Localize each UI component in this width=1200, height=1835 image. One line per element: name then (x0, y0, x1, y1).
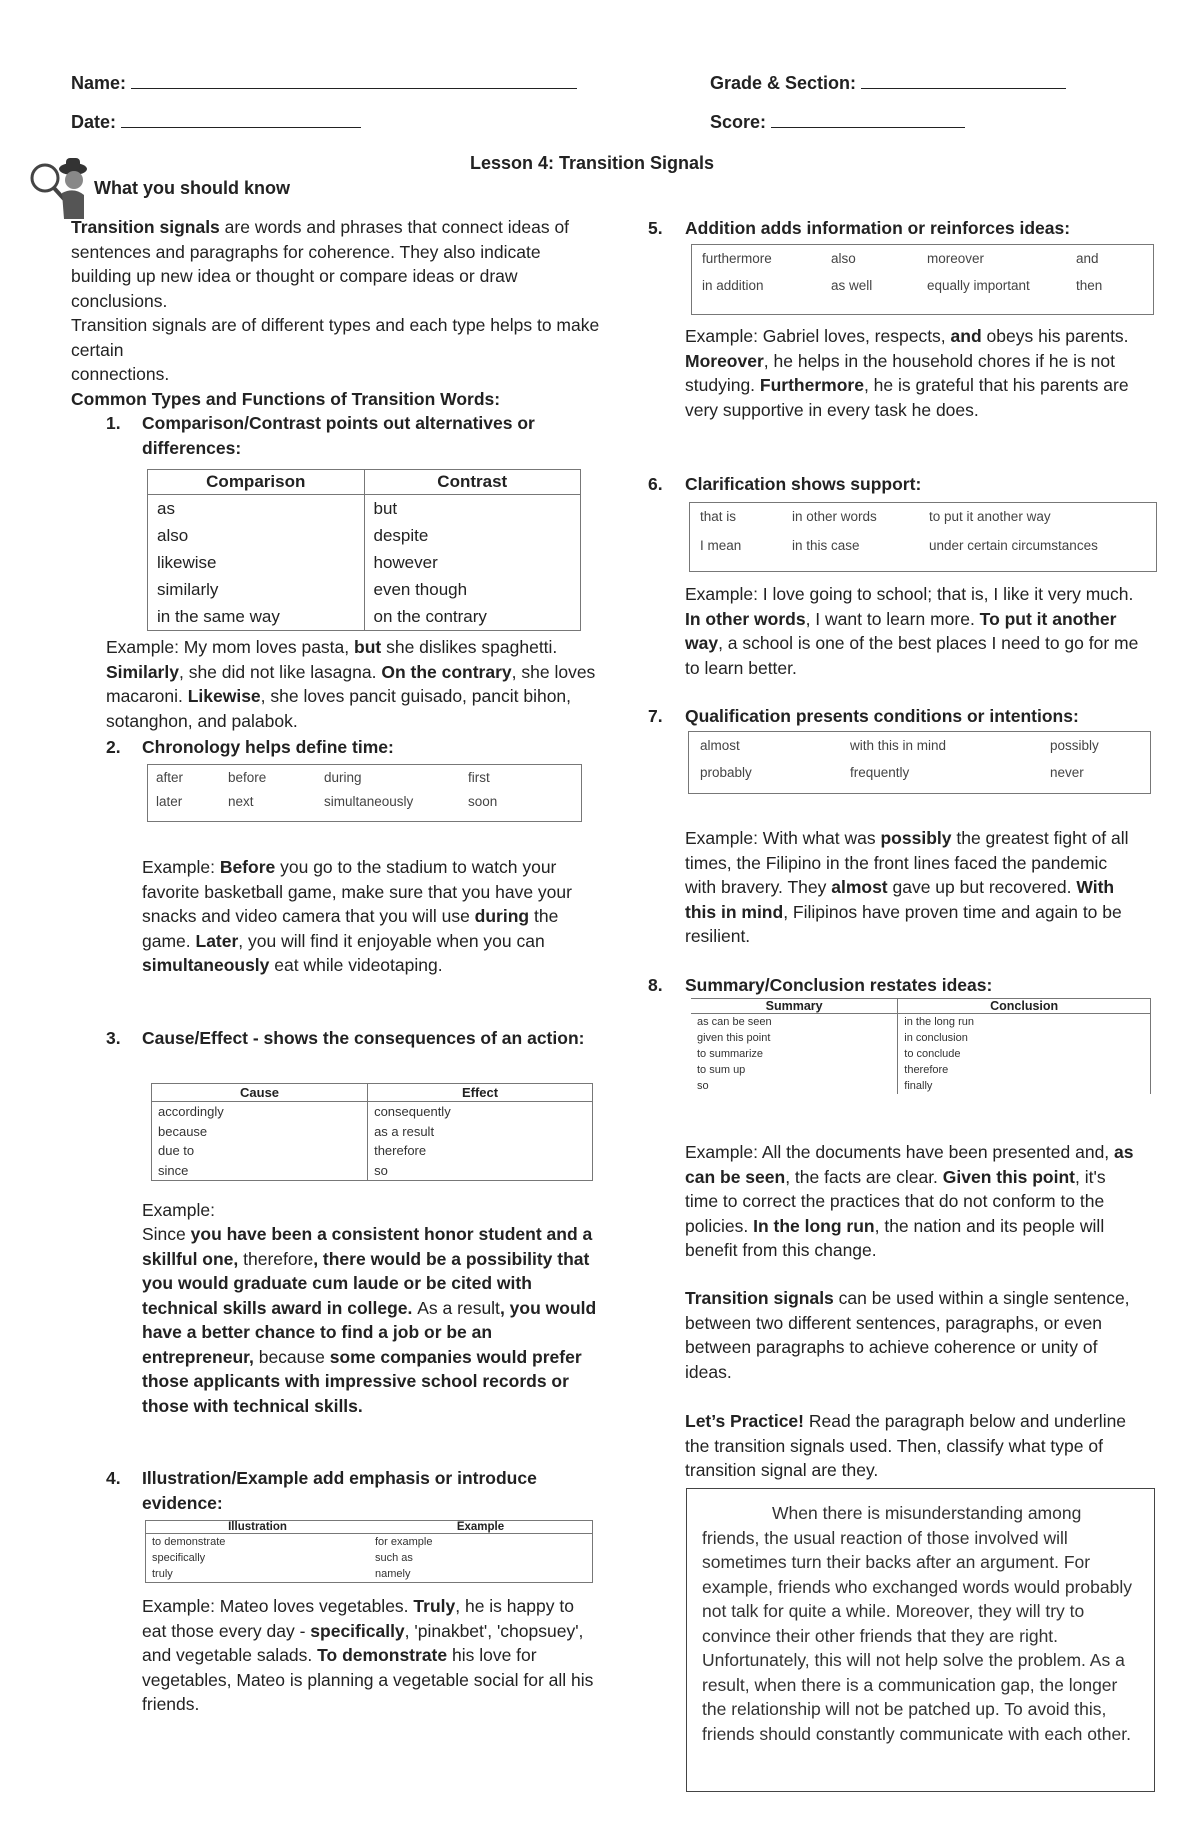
example-text: , he is happy to eat those every day - (142, 1596, 574, 1641)
example-text: , he is grateful that his parents are very supportive in every task he does. (685, 375, 1129, 420)
example-keyword: To demonstrate (317, 1645, 448, 1665)
table-cell: as can be seen (697, 1016, 772, 1028)
table-cell: namely (375, 1568, 411, 1580)
table-cell: because (158, 1123, 208, 1139)
s4-heading: Illustration/Example add emphasis or introduce evidence: (142, 1468, 537, 1513)
example-text: , the nation and its people will benefit from this change. (685, 1215, 1105, 1260)
table-cell: to conclude (898, 1046, 1151, 1062)
table-cell: therefore (368, 1141, 593, 1161)
example-text: Example: Mateo loves vegetables. (142, 1596, 414, 1616)
table-cell: in the same way (157, 607, 280, 626)
score-field (710, 111, 965, 133)
intro-rest: are words and phrases that connect ideas of sentences and paragraphs for coherence. They also indicate building up new idea or thought or compare ideas or draw conclusions. (71, 217, 570, 311)
date-line[interactable] (121, 111, 361, 128)
s4-col-illustration: Illustration (146, 1521, 370, 1534)
table-row (691, 1030, 1151, 1046)
example-keyword: Given this point (942, 1166, 1076, 1187)
s5-number: 5. (648, 218, 663, 238)
table-cell: despite (364, 522, 581, 549)
example-text: , Filipinos have proven time and again to be resilient. (685, 901, 1122, 946)
closing-rest: can be used within a single sentence, between two different sentences, paragraphs, or even between paragraphs to achieve coherence or unity of ideas. (685, 1288, 1130, 1382)
intro-para2b: connections. (71, 364, 170, 384)
s3-col-cause: Cause (152, 1084, 368, 1102)
example-text: the greatest fight of all times, the Filipino in the front lines faced the pandemic with bravery. They (685, 828, 1129, 897)
s4-col-example: Example (369, 1521, 593, 1534)
s8-heading: Summary/Conclusion restates ideas: (685, 975, 993, 995)
s5-word-grid (702, 251, 1136, 293)
example-text: Since (142, 1224, 186, 1244)
intro-paragraph (71, 215, 601, 411)
transition-word: before (228, 770, 267, 785)
example-keyword: possibly (880, 828, 952, 848)
example-text: , it's time to correct the practices that do not conform to the policies. (685, 1166, 1106, 1236)
table-cell: to summarize (697, 1048, 764, 1060)
practice-rest: Read the paragraph below and underline the transition signals used. Then, classify what type of transition signal are they. (685, 1411, 1127, 1480)
transition-word: later (156, 794, 183, 809)
example-text: , a school is one of the best places I need to go for me to learn better. (685, 633, 1139, 678)
table-cell: so (697, 1080, 709, 1092)
example-text: As a result (417, 1297, 500, 1318)
transition-word: soon (468, 794, 498, 809)
example-text: therefore (243, 1248, 314, 1269)
s3-example (142, 1222, 597, 1418)
closing-paragraph (685, 1286, 1135, 1384)
s8-example (685, 1140, 1135, 1263)
example-text: Example: I love going to school; that is, I like it very much. (685, 584, 1134, 604)
transition-word: possibly (1050, 738, 1099, 753)
table-cell: accordingly (158, 1104, 224, 1119)
example-text: , she did not like lasagna. (178, 661, 382, 682)
s4-example (142, 1594, 597, 1717)
example-text: she dislikes spaghetti. (381, 637, 558, 657)
s7-heading: Qualification presents conditions or intentions: (685, 706, 1079, 726)
table-cell: so (368, 1161, 593, 1181)
s2-number: 2. (106, 737, 121, 757)
practice-passage[interactable]: When there is misunderstanding among friends, the usual reaction of those involved will sometimes turn their backs after an argument. For example, friends who exchanged words would probably not talk for quite a while. Moreover, they will try to convince their other friends that they are right. Unfortunately, this will not help solve the problem. As a result, when there is a communication gap, the longer the relationship will not be patched up. To avoid this, friends should constantly communicate with each other. (702, 1503, 1132, 1744)
example-text: the game. (142, 906, 559, 951)
intro-para2: Transition signals are of different types and each type helps to make certain (71, 315, 600, 360)
s5-heading: Addition adds information or reinforces ideas: (685, 218, 1071, 238)
s3-number: 3. (106, 1028, 121, 1048)
s2-word-grid (156, 770, 568, 809)
table-row (152, 1141, 593, 1161)
table-cell: in conclusion (898, 1030, 1151, 1046)
table-cell: truly (152, 1568, 173, 1580)
transition-word: next (228, 794, 254, 809)
example-keyword: simultaneously (142, 955, 270, 975)
example-keyword: some companies would prefer those applicants with impressive school records or those with technical skills. (142, 1346, 582, 1416)
example-keyword: Later (195, 930, 239, 951)
example-text: , you will find it enjoyable when you can (238, 930, 545, 951)
transition-word: during (324, 770, 362, 785)
intro-lead: Transition signals (71, 217, 220, 237)
transition-word: never (1050, 765, 1084, 780)
table-cell: as a result (368, 1122, 593, 1142)
example-text: you go to the stadium to watch your favorite basketball game, make sure that you have your snacks and video camera that you will use (142, 857, 572, 926)
table-cell: but (364, 495, 581, 523)
table-cell: also (157, 526, 189, 545)
score-line[interactable] (771, 111, 965, 128)
example-keyword: you have been a consistent honor student and a skillful one, (142, 1224, 593, 1269)
name-label: Name: (71, 73, 127, 93)
s8-col-conclusion: Conclusion (898, 999, 1151, 1014)
example-keyword: Likewise (187, 686, 261, 706)
closing-lead: Transition signals (685, 1288, 834, 1308)
table-row (152, 1161, 593, 1181)
example-text: Example: Gabriel loves, respects, (685, 326, 951, 346)
transition-word: under certain circumstances (929, 538, 1098, 553)
grade-line[interactable] (861, 72, 1066, 89)
table-cell: to sum up (697, 1064, 746, 1076)
example-text: Example: My mom loves pasta, (106, 637, 354, 657)
transition-word: furthermore (702, 251, 772, 266)
example-keyword: and (950, 326, 982, 346)
s1-col-comparison: Comparison (148, 470, 365, 495)
transition-word: as well (831, 278, 873, 293)
transition-word: with this in mind (850, 738, 947, 753)
example-text: Example: All the documents have been presented and, (685, 1142, 1115, 1162)
example-keyword: as can be seen (685, 1142, 1134, 1187)
transition-word: to put it another way (929, 509, 1051, 524)
example-keyword: during (474, 906, 530, 926)
table-cell: to demonstrate (152, 1536, 226, 1548)
s7-word-grid (700, 738, 1150, 780)
example-text: , I want to learn more. (805, 608, 980, 629)
table-row (152, 1122, 593, 1142)
s4-number: 4. (106, 1468, 121, 1488)
table-cell: due to (158, 1143, 195, 1158)
example-keyword: , you would have a better chance to find a job or be an entrepreneur, (142, 1297, 597, 1367)
example-text: , he helps in the household chores if he is not studying. (685, 350, 1115, 395)
transition-word: also (831, 251, 856, 266)
s8-col-summary: Summary (691, 999, 898, 1014)
transition-word: in this case (792, 538, 860, 553)
table-cell: even though (364, 576, 581, 603)
s3-heading: Cause/Effect - shows the consequences of an action: (142, 1028, 585, 1048)
example-keyword: On the contrary (381, 661, 512, 682)
name-field (71, 72, 577, 94)
s1-heading: Comparison/Contrast points out alternatives or differences: (142, 413, 535, 458)
grade-label: Grade & Section: (710, 73, 857, 93)
date-field (71, 111, 361, 133)
s8-table (691, 998, 1151, 1094)
s1-example (106, 635, 596, 733)
example-keyword: Furthermore (759, 375, 864, 395)
practice-passage-box (686, 1488, 1155, 1792)
table-row (148, 576, 581, 603)
example-text: , she loves macaroni. (106, 661, 596, 706)
s8-number: 8. (648, 975, 663, 995)
s3-table (151, 1083, 593, 1181)
s7-number: 7. (648, 706, 663, 726)
transition-word: moreover (927, 251, 985, 266)
example-keyword: Similarly (106, 661, 179, 682)
example-keyword: , there would be a possibility that you would graduate cum laude or be cited with technical skills award in college. (142, 1248, 590, 1318)
table-row (146, 1534, 593, 1551)
table-row (691, 1062, 1151, 1078)
table-cell: similarly (157, 580, 219, 599)
date-label: Date: (71, 112, 117, 132)
example-text: Example: With what was (685, 828, 881, 848)
detective-icon (28, 153, 96, 221)
table-cell: therefore (898, 1062, 1151, 1078)
transition-word: then (1076, 278, 1103, 293)
example-text: because (258, 1346, 325, 1367)
transition-word: equally important (927, 278, 1030, 293)
s6-example (685, 582, 1145, 680)
common-types-heading: Common Types and Functions of Transition Words: (71, 388, 501, 409)
transition-word: after (156, 770, 184, 785)
example-text: obeys his parents. (981, 326, 1129, 346)
table-cell: on the contrary (364, 603, 581, 631)
table-cell: consequently (368, 1102, 593, 1122)
example-keyword: Moreover (685, 350, 764, 371)
s6-word-grid (700, 509, 1129, 553)
table-row (148, 549, 581, 576)
table-cell: since (158, 1162, 189, 1178)
table-row (148, 495, 581, 523)
example-text: , the facts are clear. (785, 1166, 943, 1187)
page-title: Lesson 4: Transition Signals (470, 153, 715, 173)
example-keyword: Truly (413, 1596, 456, 1616)
table-row (146, 1566, 593, 1583)
example-keyword: With this in mind (685, 877, 1115, 922)
transition-word: and (1076, 251, 1099, 266)
example-keyword: In the long run (753, 1215, 875, 1236)
practice-lead: Let’s Practice! (685, 1411, 804, 1431)
transition-word: frequently (850, 765, 910, 780)
grade-field (710, 72, 1066, 94)
s1-table (147, 469, 581, 631)
table-row (691, 1014, 1151, 1031)
table-cell: however (364, 549, 581, 576)
table-cell: finally (898, 1078, 1151, 1094)
score-label: Score: (710, 112, 767, 132)
table-cell: specifically (152, 1552, 206, 1564)
name-line[interactable] (131, 72, 577, 89)
example-text: , she loves pancit guisado, pancit bihon, sotanghon, and palabok. (106, 686, 572, 731)
s2-heading: Chronology helps define time: (142, 737, 394, 757)
table-row (691, 1046, 1151, 1062)
s6-number: 6. (648, 474, 663, 494)
example-text: gave up but recovered. (887, 877, 1077, 897)
table-cell: likewise (157, 553, 217, 572)
what-you-should-know: What you should know (94, 178, 290, 198)
s5-example (685, 324, 1135, 422)
table-row (148, 522, 581, 549)
example-keyword: almost (831, 877, 888, 897)
s3-example-label: Example: (142, 1200, 215, 1220)
table-cell: given this point (697, 1032, 771, 1044)
s1-number: 1. (106, 413, 121, 433)
example-keyword: specifically (310, 1620, 405, 1641)
s2-example (142, 855, 597, 978)
example-keyword: To put it another way (685, 608, 1117, 653)
s3-col-effect: Effect (368, 1084, 593, 1102)
transition-word: probably (700, 765, 752, 780)
example-keyword: but (354, 637, 382, 657)
s1-col-contrast: Contrast (364, 470, 581, 495)
table-cell: as (157, 499, 175, 518)
example-keyword: In other words (685, 608, 806, 629)
transition-word: simultaneously (324, 794, 414, 809)
example-keyword: Before (219, 857, 276, 877)
table-row (152, 1102, 593, 1122)
table-cell: in the long run (898, 1014, 1151, 1031)
table-row (691, 1078, 1151, 1094)
transition-word: in other words (792, 509, 877, 524)
example-text: Example: (142, 857, 220, 877)
table-row (148, 603, 581, 631)
transition-word: first (468, 770, 490, 785)
s4-table (145, 1520, 593, 1583)
transition-word: almost (700, 738, 740, 753)
table-cell: such as (375, 1552, 413, 1564)
example-text: eat while videotaping. (269, 955, 443, 975)
s6-heading: Clarification shows support: (685, 474, 922, 494)
transition-word: I mean (700, 538, 742, 553)
example-text: , 'pinakbet', 'chopsuey', and vegetable salads. (142, 1620, 584, 1665)
example-text: his love for vegetables, Mateo is planning a vegetable social for all his friends. (142, 1645, 594, 1714)
table-cell: for example (375, 1536, 433, 1548)
s7-example (685, 826, 1135, 949)
practice-instructions (685, 1409, 1135, 1483)
transition-word: in addition (702, 278, 764, 293)
transition-word: that is (700, 509, 737, 524)
table-row (146, 1550, 593, 1566)
